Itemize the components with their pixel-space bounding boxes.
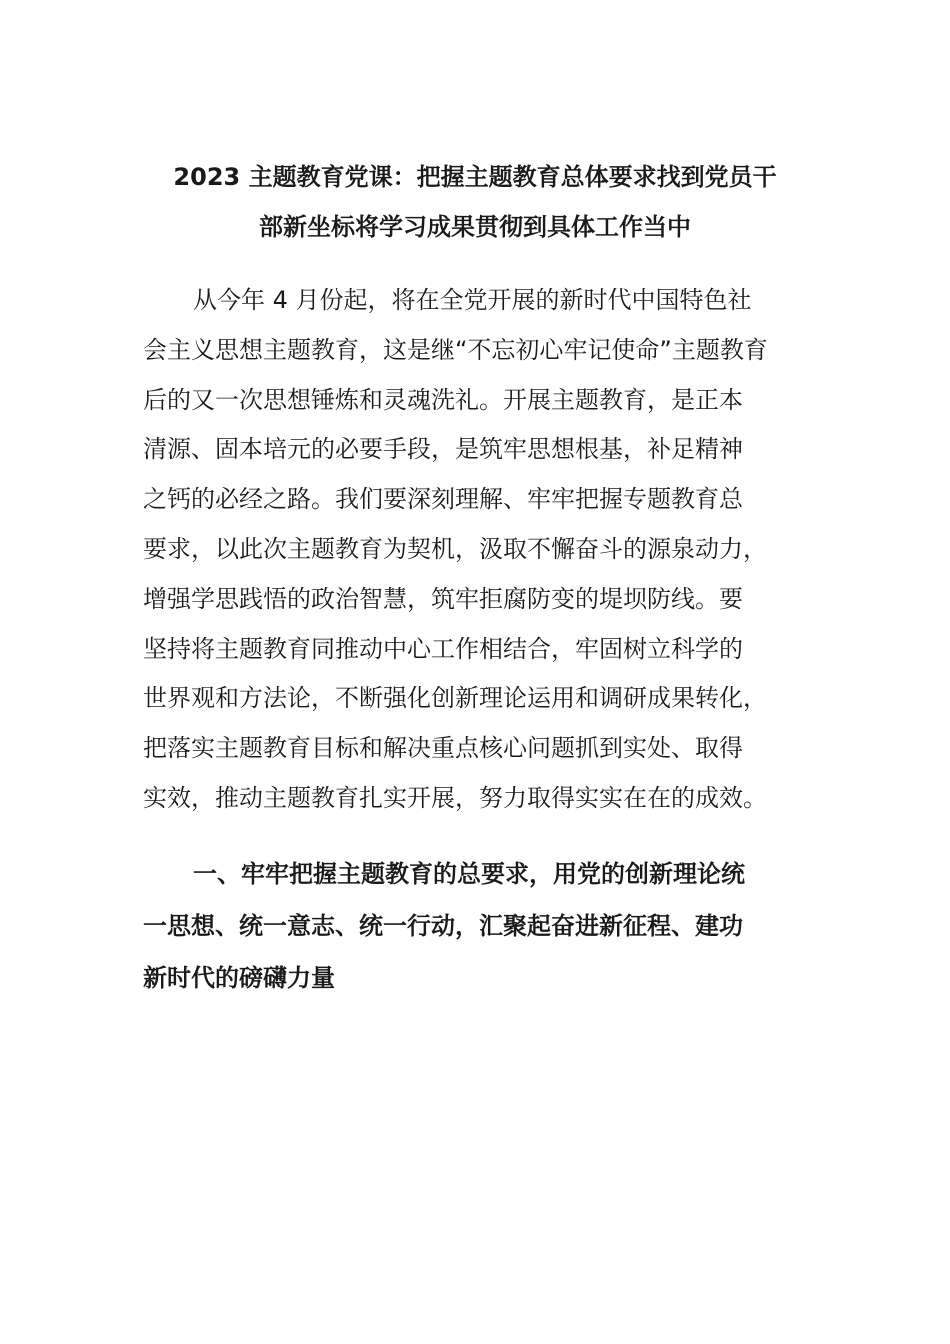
paragraph-line: 要求，以此次主题教育为契机，汲取不懈奋斗的源泉动力， bbox=[143, 534, 767, 563]
document-title bbox=[140, 152, 810, 252]
intro-paragraph bbox=[143, 276, 813, 824]
title-line: 2023 主题教育党课：把握主题教育总体要求找到党员干 bbox=[173, 163, 777, 191]
paragraph-line: 之钙的必经之路。我们要深刻理解、牢牢把握专题教育总 bbox=[143, 485, 743, 514]
paragraph-line: 坚持将主题教育同推动中心工作相结合，牢固树立科学的 bbox=[143, 634, 743, 663]
section-heading-line: 一思想、统一意志、统一行动，汇聚起奋进新征程、建功 bbox=[143, 912, 743, 940]
section-heading-line: 新时代的磅礴力量 bbox=[143, 964, 335, 992]
paragraph-line: 世界观和方法论，不断强化创新理论运用和调研成果转化， bbox=[143, 684, 767, 713]
paragraph-line: 后的又一次思想锤炼和灵魂洗礼。开展主题教育，是正本 bbox=[143, 385, 743, 414]
paragraph-line: 增强学思践悟的政治智慧，筑牢拒腐防变的堤坝防线。要 bbox=[143, 584, 743, 613]
paragraph-line: 实效，推动主题教育扎实开展，努力取得实实在在的成效。 bbox=[143, 783, 767, 812]
paragraph-line: 会主义思想主题教育，这是继“不忘初心牢记使命”主题教育 bbox=[143, 335, 768, 364]
section-heading-line: 一、牢牢把握主题教育的总要求，用党的创新理论统 bbox=[193, 860, 745, 888]
title-line: 部新坐标将学习成果贯彻到具体工作当中 bbox=[259, 213, 691, 241]
paragraph-line: 清源、固本培元的必要手段，是筑牢思想根基，补足精神 bbox=[143, 435, 743, 464]
section-heading bbox=[143, 848, 813, 1004]
paragraph-line: 从今年 4 月份起，将在全党开展的新时代中国特色社 bbox=[193, 286, 752, 314]
paragraph-line: 把落实主题教育目标和解决重点核心问题抓到实处、取得 bbox=[143, 734, 743, 763]
